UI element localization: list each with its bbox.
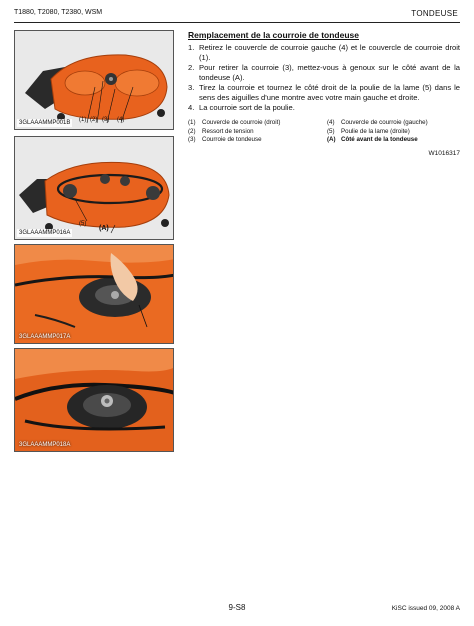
header-models: T1880, T2080, T2380, WSM bbox=[14, 9, 103, 16]
legend-text: Côté avant de la tondeuse bbox=[341, 136, 418, 143]
figure-mower-deck-belt bbox=[14, 136, 174, 240]
header-rule bbox=[14, 22, 460, 23]
figure-label: 3GLAAAMMP017A bbox=[19, 334, 71, 340]
legend-item bbox=[327, 136, 460, 145]
legend-text: Couvercle de courroie (gauche) bbox=[341, 119, 428, 126]
callout-2: (2) bbox=[90, 117, 98, 123]
step-text: La courroie sort de la poulie. bbox=[199, 103, 295, 112]
step-text: Pour retirer la courroie (3), mettez-vous à genoux sur le côté avant de la tondeuse (A). bbox=[199, 63, 460, 82]
legend-item bbox=[188, 136, 321, 145]
issue-info: KiSC issued 09, 2008 A bbox=[391, 605, 460, 612]
procedure-content bbox=[188, 30, 460, 157]
step-number: 3. bbox=[188, 83, 195, 92]
legend-number: (A) bbox=[327, 136, 336, 143]
mower-belt-photo bbox=[15, 137, 174, 240]
figure-label: 3GLAAAMMP018A bbox=[19, 442, 71, 448]
parts-legend bbox=[188, 119, 460, 145]
callout-3: (3) bbox=[102, 117, 110, 123]
legend-number: (1) bbox=[188, 119, 196, 126]
callout-5: (5) bbox=[79, 221, 87, 227]
legend-text: Courroie de tondeuse bbox=[202, 136, 262, 143]
step-number: 1. bbox=[188, 43, 195, 52]
procedure-step bbox=[188, 43, 460, 63]
procedure-step bbox=[188, 103, 460, 113]
legend-text: Couvercle de courroie (droit) bbox=[202, 119, 281, 126]
pulling-belt-photo bbox=[15, 245, 174, 344]
legend-text: Poulie de la lame (droite) bbox=[341, 127, 410, 135]
section-title: Remplacement de la courroie de tondeuse bbox=[188, 30, 359, 40]
mower-deck-photo bbox=[15, 31, 174, 130]
figure-label: 3GLAAAMMP016A bbox=[19, 230, 71, 236]
legend-item bbox=[327, 119, 460, 128]
figure-pulling-belt bbox=[14, 244, 174, 344]
legend-number: (4) bbox=[327, 119, 335, 126]
front-side-tag: (A) bbox=[99, 225, 109, 232]
step-text: Retirez le couvercle de courroie gauche (4) et le couvercle de courroie droit (1). bbox=[199, 43, 460, 62]
step-number: 2. bbox=[188, 63, 195, 72]
figure-pulley-closeup bbox=[14, 348, 174, 452]
callout-1: (1) bbox=[79, 117, 87, 123]
legend-number: (5) bbox=[327, 127, 335, 135]
figure-label: 3GLAAAMMP001B bbox=[19, 120, 71, 126]
legend-item bbox=[327, 128, 460, 137]
procedure-steps bbox=[188, 43, 460, 113]
legend-item bbox=[188, 128, 321, 137]
pulley-closeup-photo bbox=[15, 349, 174, 452]
procedure-step bbox=[188, 63, 460, 83]
document-reference: W1016317 bbox=[428, 149, 460, 157]
legend-item bbox=[188, 119, 321, 128]
header-section: TONDEUSE bbox=[411, 9, 458, 18]
step-text: Tirez la courroie et tournez le côté droit de la poulie de la lame (5) dans le sens des aiguilles d'une montre avec votre main gauche et droite. bbox=[199, 83, 460, 102]
legend-number: (2) bbox=[188, 127, 196, 135]
callout-4: (4) bbox=[117, 117, 125, 123]
page-number: 9-S8 bbox=[228, 603, 246, 612]
procedure-step bbox=[188, 83, 460, 103]
legend-text: Ressort de tension bbox=[202, 127, 254, 135]
legend-number: (3) bbox=[188, 136, 196, 143]
step-number: 4. bbox=[188, 103, 195, 112]
figure-mower-deck-covers bbox=[14, 30, 174, 130]
